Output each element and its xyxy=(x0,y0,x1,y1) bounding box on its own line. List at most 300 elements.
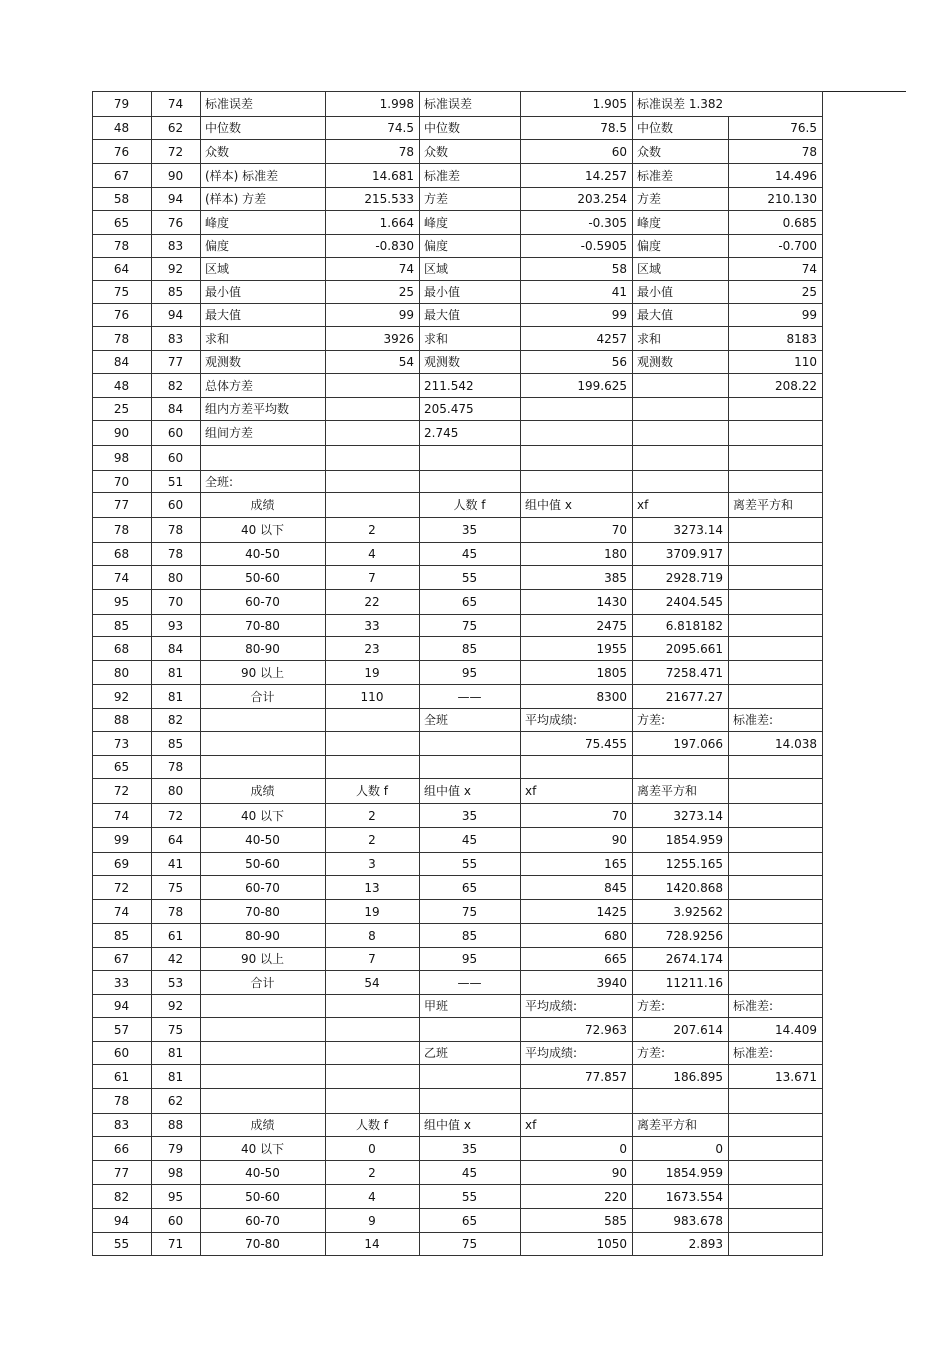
table-cell: 1425 xyxy=(521,900,633,924)
table-cell: 19 xyxy=(326,661,420,685)
table-cell: 13 xyxy=(326,876,420,900)
table-cell: 80 xyxy=(152,779,201,804)
table-row xyxy=(93,995,823,1018)
table-cell: 94 xyxy=(152,188,201,211)
table-cell: 求和 xyxy=(420,327,521,351)
table-cell: 66 xyxy=(93,1137,152,1161)
table-cell: 69 xyxy=(93,853,152,876)
table-cell: 50-60 xyxy=(201,1185,326,1209)
table-cell: 观测数 xyxy=(633,351,729,374)
table-cell xyxy=(729,471,823,493)
table-cell xyxy=(729,876,823,900)
table-cell xyxy=(633,446,729,471)
table-cell: 标准差: xyxy=(729,995,823,1018)
table-cell: 平均成绩: xyxy=(521,1042,633,1065)
table-row xyxy=(93,971,823,995)
table-row xyxy=(93,518,823,543)
table-cell: 83 xyxy=(152,327,201,351)
table-cell: 45 xyxy=(420,828,521,853)
table-cell: 90 xyxy=(521,828,633,853)
table-row xyxy=(93,1185,823,1209)
table-cell xyxy=(420,756,521,779)
table-cell: 78 xyxy=(326,140,420,164)
table-cell: —— xyxy=(420,685,521,709)
table-cell: 40 以下 xyxy=(201,804,326,828)
table-cell: 区域 xyxy=(201,258,326,281)
table-cell xyxy=(201,756,326,779)
table-cell: 88 xyxy=(152,1114,201,1137)
table-cell xyxy=(729,1089,823,1114)
table-cell: 求和 xyxy=(201,327,326,351)
table-cell: 4 xyxy=(326,1185,420,1209)
table-cell: -0.830 xyxy=(326,235,420,258)
table-cell: 23 xyxy=(326,637,420,661)
table-cell xyxy=(729,543,823,566)
table-cell: 25 xyxy=(93,398,152,421)
table-cell: 平均成绩: xyxy=(521,709,633,732)
table-cell xyxy=(521,1089,633,1114)
table-cell xyxy=(326,421,420,446)
table-cell: 72 xyxy=(152,804,201,828)
table-row xyxy=(93,327,823,351)
table-cell: 48 xyxy=(93,117,152,140)
table-cell: 78 xyxy=(152,900,201,924)
spreadsheet-table xyxy=(92,91,823,1256)
table-cell xyxy=(729,398,823,421)
table-cell: 1955 xyxy=(521,637,633,661)
table-cell: 方差: xyxy=(633,709,729,732)
table-cell xyxy=(729,1209,823,1233)
table-row xyxy=(93,398,823,421)
table-cell: 205.475 xyxy=(420,398,521,421)
table-cell: 92 xyxy=(152,995,201,1018)
table-cell: 99 xyxy=(326,304,420,327)
table-cell: 19 xyxy=(326,900,420,924)
table-cell: 74 xyxy=(326,258,420,281)
table-cell: 94 xyxy=(93,995,152,1018)
table-cell: 人数 f xyxy=(420,493,521,518)
table-cell xyxy=(729,421,823,446)
table-row xyxy=(93,756,823,779)
table-cell: 90 xyxy=(521,1161,633,1185)
table-cell: 55 xyxy=(420,853,521,876)
table-cell: 94 xyxy=(93,1209,152,1233)
table-cell: 81 xyxy=(152,1065,201,1089)
table-cell: 标准差 xyxy=(633,164,729,188)
table-cell: 585 xyxy=(521,1209,633,1233)
table-cell: 70 xyxy=(152,590,201,615)
table-cell: 1.664 xyxy=(326,211,420,235)
table-row xyxy=(93,1114,823,1137)
table-cell: 80-90 xyxy=(201,924,326,948)
table-cell: 最小值 xyxy=(201,281,326,304)
table-cell: 组中值 x xyxy=(420,1114,521,1137)
table-cell: 207.614 xyxy=(633,1018,729,1042)
table-cell: 40 以下 xyxy=(201,518,326,543)
table-row xyxy=(93,590,823,615)
table-cell: 74 xyxy=(93,566,152,590)
table-cell: 54 xyxy=(326,351,420,374)
table-row xyxy=(93,421,823,446)
table-cell: 45 xyxy=(420,543,521,566)
table-cell: 78 xyxy=(93,235,152,258)
table-row xyxy=(93,235,823,258)
table-cell: 观测数 xyxy=(201,351,326,374)
table-cell xyxy=(729,615,823,637)
table-cell: 76 xyxy=(93,304,152,327)
table-cell: 33 xyxy=(93,971,152,995)
table-cell: —— xyxy=(420,971,521,995)
table-cell: 区域 xyxy=(420,258,521,281)
table-cell: 76 xyxy=(93,140,152,164)
table-cell xyxy=(729,1161,823,1185)
table-cell xyxy=(326,398,420,421)
table-cell: 11211.16 xyxy=(633,971,729,995)
table-cell: 离差平方和 xyxy=(729,493,823,518)
table-cell: 成绩 xyxy=(201,1114,326,1137)
table-cell: 199.625 xyxy=(521,374,633,398)
table-cell: 7 xyxy=(326,948,420,971)
table-cell: 95 xyxy=(420,948,521,971)
table-cell xyxy=(521,398,633,421)
table-cell: 79 xyxy=(152,1137,201,1161)
table-cell: 人数 f xyxy=(326,1114,420,1137)
table-cell xyxy=(201,732,326,756)
table-cell: 峰度 xyxy=(420,211,521,235)
table-cell: 1050 xyxy=(521,1233,633,1256)
table-cell xyxy=(633,374,729,398)
table-cell: 2404.545 xyxy=(633,590,729,615)
table-cell: 81 xyxy=(152,685,201,709)
table-cell xyxy=(326,446,420,471)
table-row xyxy=(93,779,823,804)
table-row xyxy=(93,709,823,732)
table-cell: 55 xyxy=(420,1185,521,1209)
table-cell: 最大值 xyxy=(633,304,729,327)
table-cell: 2 xyxy=(326,518,420,543)
table-cell xyxy=(729,1114,823,1137)
table-cell: 50-60 xyxy=(201,853,326,876)
table-cell: 1854.959 xyxy=(633,828,729,853)
table-cell: 78 xyxy=(93,518,152,543)
table-cell: 79 xyxy=(93,92,152,117)
table-cell: 40 以下 xyxy=(201,1137,326,1161)
table-cell: 90 以上 xyxy=(201,661,326,685)
table-cell: 98 xyxy=(93,446,152,471)
table-cell: 人数 f xyxy=(326,779,420,804)
table-cell: 60 xyxy=(152,446,201,471)
table-cell: 70-80 xyxy=(201,615,326,637)
table-cell: 76 xyxy=(152,211,201,235)
table-cell: 1673.554 xyxy=(633,1185,729,1209)
table-cell: 58 xyxy=(93,188,152,211)
table-cell xyxy=(201,709,326,732)
table-cell: 7 xyxy=(326,566,420,590)
table-cell xyxy=(326,709,420,732)
table-cell xyxy=(521,446,633,471)
table-row xyxy=(93,661,823,685)
table-cell: 77 xyxy=(152,351,201,374)
table-cell: 标准差 xyxy=(420,164,521,188)
table-cell: 845 xyxy=(521,876,633,900)
table-row xyxy=(93,117,823,140)
table-cell: 94 xyxy=(152,304,201,327)
table-cell: 25 xyxy=(729,281,823,304)
table-cell: 983.678 xyxy=(633,1209,729,1233)
table-row xyxy=(93,164,823,188)
table-cell: 8300 xyxy=(521,685,633,709)
table-cell: 95 xyxy=(152,1185,201,1209)
table-row xyxy=(93,374,823,398)
table-row xyxy=(93,685,823,709)
table-cell: 65 xyxy=(420,1209,521,1233)
table-cell xyxy=(420,446,521,471)
table-cell: 区域 xyxy=(633,258,729,281)
table-cell: -0.700 xyxy=(729,235,823,258)
table-cell: -0.305 xyxy=(521,211,633,235)
table-cell: 92 xyxy=(152,258,201,281)
table-row xyxy=(93,804,823,828)
table-cell: 70-80 xyxy=(201,1233,326,1256)
table-cell: 53 xyxy=(152,971,201,995)
table-cell: 81 xyxy=(152,661,201,685)
table-cell: 78 xyxy=(93,327,152,351)
table-cell: 75 xyxy=(420,900,521,924)
table-cell: 78 xyxy=(729,140,823,164)
table-cell: 95 xyxy=(420,661,521,685)
table-cell: 80-90 xyxy=(201,637,326,661)
table-cell: 203.254 xyxy=(521,188,633,211)
table-cell xyxy=(729,1233,823,1256)
table-cell: 离差平方和 xyxy=(633,1114,729,1137)
table-cell: 甲班 xyxy=(420,995,521,1018)
table-cell: 总体方差 xyxy=(201,374,326,398)
table-cell: 22 xyxy=(326,590,420,615)
table-row xyxy=(93,211,823,235)
table-cell: 平均成绩: xyxy=(521,995,633,1018)
table-row xyxy=(93,828,823,853)
table-cell: 偏度 xyxy=(201,235,326,258)
table-cell xyxy=(633,756,729,779)
table-cell: 75.455 xyxy=(521,732,633,756)
table-row xyxy=(93,304,823,327)
table-row xyxy=(93,948,823,971)
table-cell xyxy=(729,92,823,117)
table-cell: 74.5 xyxy=(326,117,420,140)
table-cell: 最小值 xyxy=(633,281,729,304)
table-cell xyxy=(326,493,420,518)
table-cell xyxy=(420,1065,521,1089)
table-row xyxy=(93,471,823,493)
table-cell: 78 xyxy=(152,518,201,543)
table-cell: 标准误差 xyxy=(201,92,326,117)
table-cell: 80 xyxy=(152,566,201,590)
table-cell: 35 xyxy=(420,518,521,543)
table-cell: 40-50 xyxy=(201,1161,326,1185)
table-row xyxy=(93,543,823,566)
table-cell: 186.895 xyxy=(633,1065,729,1089)
table-cell: 最小值 xyxy=(420,281,521,304)
table-cell: 84 xyxy=(93,351,152,374)
table-cell xyxy=(729,637,823,661)
table-cell xyxy=(521,756,633,779)
table-cell: 84 xyxy=(152,637,201,661)
table-cell: 1.998 xyxy=(326,92,420,117)
table-cell: 98 xyxy=(152,1161,201,1185)
table-cell: 76.5 xyxy=(729,117,823,140)
table-cell: 82 xyxy=(93,1185,152,1209)
table-cell xyxy=(201,1089,326,1114)
table-cell: 众数 xyxy=(420,140,521,164)
table-row xyxy=(93,637,823,661)
table-cell: -0.5905 xyxy=(521,235,633,258)
table-cell: 60 xyxy=(521,140,633,164)
table-cell: 40-50 xyxy=(201,828,326,853)
table-cell: 77.857 xyxy=(521,1065,633,1089)
table-row xyxy=(93,351,823,374)
table-cell: 6.818182 xyxy=(633,615,729,637)
table-cell: 9 xyxy=(326,1209,420,1233)
table-cell: 65 xyxy=(93,211,152,235)
table-cell: 74 xyxy=(93,804,152,828)
table-cell: 1854.959 xyxy=(633,1161,729,1185)
table-cell: 88 xyxy=(93,709,152,732)
table-cell: 成绩 xyxy=(201,493,326,518)
table-cell: 乙班 xyxy=(420,1042,521,1065)
table-row xyxy=(93,1161,823,1185)
table-cell: 众数 xyxy=(201,140,326,164)
table-cell: 1430 xyxy=(521,590,633,615)
table-cell: 58 xyxy=(521,258,633,281)
table-row xyxy=(93,140,823,164)
table-cell: 60 xyxy=(93,1042,152,1065)
table-cell xyxy=(729,924,823,948)
table-cell: 71 xyxy=(152,1233,201,1256)
table-cell xyxy=(729,971,823,995)
table-cell xyxy=(521,471,633,493)
table-cell: 3273.14 xyxy=(633,804,729,828)
table-cell: 99 xyxy=(729,304,823,327)
table-cell: 2 xyxy=(326,804,420,828)
table-cell xyxy=(729,948,823,971)
table-cell xyxy=(521,421,633,446)
table-row xyxy=(93,1137,823,1161)
table-cell: 合计 xyxy=(201,971,326,995)
table-cell: 82 xyxy=(152,709,201,732)
table-cell xyxy=(201,1018,326,1042)
table-cell: 220 xyxy=(521,1185,633,1209)
table-cell xyxy=(729,779,823,804)
table-cell: 90 xyxy=(152,164,201,188)
table-cell: 165 xyxy=(521,853,633,876)
table-cell: 60 xyxy=(152,493,201,518)
table-cell xyxy=(326,374,420,398)
table-cell: 35 xyxy=(420,1137,521,1161)
table-cell: 25 xyxy=(326,281,420,304)
table-row xyxy=(93,924,823,948)
table-cell: 64 xyxy=(93,258,152,281)
table-cell: 60-70 xyxy=(201,590,326,615)
table-cell: 峰度 xyxy=(201,211,326,235)
table-cell: 78 xyxy=(152,543,201,566)
table-row xyxy=(93,853,823,876)
table-cell: 2928.719 xyxy=(633,566,729,590)
table-cell xyxy=(729,446,823,471)
table-cell: 3.92562 xyxy=(633,900,729,924)
table-cell: 众数 xyxy=(633,140,729,164)
table-row xyxy=(93,493,823,518)
table-cell: 35 xyxy=(420,804,521,828)
table-cell xyxy=(729,853,823,876)
table-cell: 离差平方和 xyxy=(633,779,729,804)
table-cell: 64 xyxy=(152,828,201,853)
table-cell: 标准误差 xyxy=(420,92,521,117)
table-cell xyxy=(729,518,823,543)
table-cell: 70 xyxy=(521,518,633,543)
table-cell: xf xyxy=(521,1114,633,1137)
table-row xyxy=(93,876,823,900)
table-cell: 99 xyxy=(93,828,152,853)
table-cell xyxy=(729,566,823,590)
table-cell: 40-50 xyxy=(201,543,326,566)
table-cell: 8 xyxy=(326,924,420,948)
table-cell: 55 xyxy=(93,1233,152,1256)
table-cell: 2.745 xyxy=(420,421,521,446)
table-cell: 13.671 xyxy=(729,1065,823,1089)
table-cell: 3709.917 xyxy=(633,543,729,566)
table-cell: 85 xyxy=(420,637,521,661)
table-cell xyxy=(201,1042,326,1065)
table-cell: 80 xyxy=(93,661,152,685)
table-row xyxy=(93,92,823,117)
table-cell: 72 xyxy=(93,779,152,804)
table-cell: 41 xyxy=(152,853,201,876)
table-cell: xf xyxy=(521,779,633,804)
table-cell: 方差: xyxy=(633,995,729,1018)
table-cell: 中位数 xyxy=(633,117,729,140)
table-cell xyxy=(420,471,521,493)
table-cell: 成绩 xyxy=(201,779,326,804)
table-cell: 2 xyxy=(326,1161,420,1185)
table-cell: 75 xyxy=(420,1233,521,1256)
table-cell: 83 xyxy=(93,1114,152,1137)
table-cell: 14.257 xyxy=(521,164,633,188)
table-cell: 14.038 xyxy=(729,732,823,756)
table-cell: 73 xyxy=(93,732,152,756)
table-cell: 93 xyxy=(152,615,201,637)
table-row xyxy=(93,615,823,637)
table-cell: 偏度 xyxy=(420,235,521,258)
table-cell: 2475 xyxy=(521,615,633,637)
table-cell: 70 xyxy=(93,471,152,493)
table-cell: 合计 xyxy=(201,685,326,709)
table-cell: 8183 xyxy=(729,327,823,351)
table-cell: 54 xyxy=(326,971,420,995)
table-row xyxy=(93,1209,823,1233)
table-cell xyxy=(729,828,823,853)
table-cell xyxy=(633,421,729,446)
table-cell: 90 xyxy=(93,421,152,446)
table-cell: 14 xyxy=(326,1233,420,1256)
table-cell: 728.9256 xyxy=(633,924,729,948)
table-cell: 85 xyxy=(152,732,201,756)
table-cell: 81 xyxy=(152,1042,201,1065)
table-cell: 0 xyxy=(521,1137,633,1161)
table-cell: 2095.661 xyxy=(633,637,729,661)
table-cell: 全班 xyxy=(420,709,521,732)
table-cell: 33 xyxy=(326,615,420,637)
table-cell xyxy=(633,398,729,421)
